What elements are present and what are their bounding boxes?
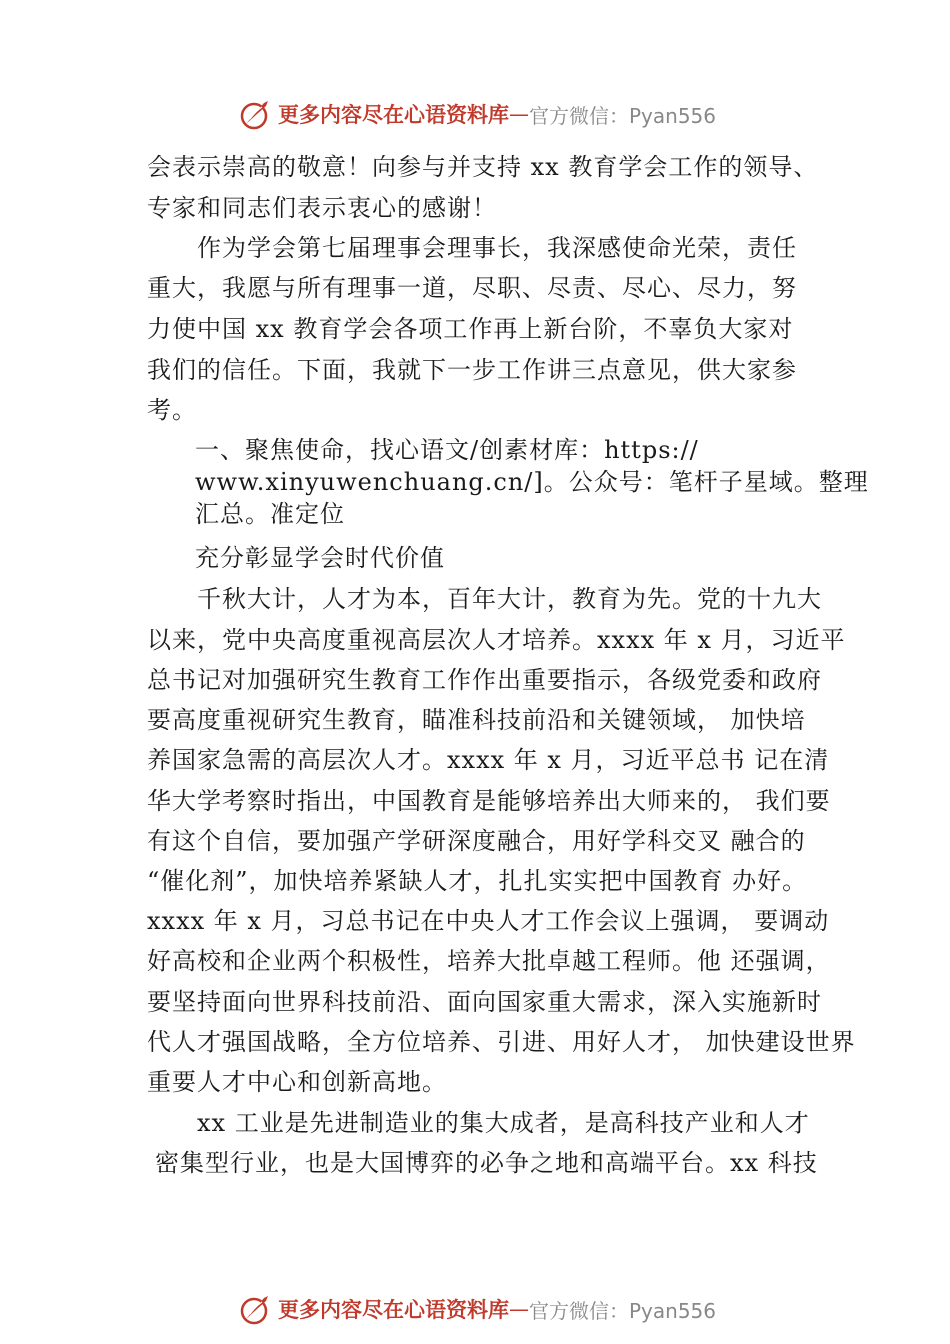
section-subheading: 充分彰显学会时代价值 (195, 544, 445, 572)
text-line: 华大学考察时指出，中国教育是能够培养出大师来的， 我们要 (147, 787, 831, 815)
text-line: 密集型行业，也是大国博弈的必争之地和高端平台。xx 科技 (155, 1149, 818, 1177)
text-line: 养国家急需的高层次人才。xxxx 年 x 月，习近平总书 记在清 (147, 746, 830, 774)
banner-dash: — (509, 1297, 529, 1321)
banner-wechat: 官方微信：Pyan556 (529, 1298, 717, 1323)
banner-wechat: 官方微信：Pyan556 (529, 103, 717, 128)
quill-logo-icon (238, 97, 272, 131)
banner-dash: — (509, 102, 529, 126)
text-line: 重要人才中心和创新高地。 (147, 1068, 447, 1096)
text-line: xxxx 年 x 月，习总书记在中央人才工作会议上强调， 要调动 (147, 907, 830, 935)
section-heading-line: 汇总。准定位 (195, 500, 345, 528)
text-line: 千秋大计，人才为本，百年大计，教育为先。党的十九大 (147, 585, 822, 613)
text-line: 作为学会第七届理事会理事长，我深感使命光荣，责任 (147, 234, 797, 262)
text-line: 以来，党中央高度重视高层次人才培养。xxxx 年 x 月，习近平 (147, 626, 846, 654)
text-line: 力使中国 xx 教育学会各项工作再上新台阶，不辜负大家对 (147, 315, 794, 343)
text-line: 好高校和企业两个积极性，培养大批卓越工程师。他 还强调， (147, 947, 831, 975)
text-line: 有这个自信，要加强产学研深度融合，用好学科交叉 融合的 (147, 827, 806, 855)
section-heading-line: www.xinyuwenchuang.cn/]。公众号：笔杆子星域。整理 (195, 468, 869, 496)
text-line: 重大，我愿与所有理事一道，尽职、尽责、尽心、尽力，努 (147, 274, 797, 302)
section-heading-line: 一、聚焦使命，找心语文/创素材库：https:// (195, 436, 699, 464)
quill-logo-icon (238, 1292, 272, 1326)
text-line: 代人才强国战略，全方位培养、引进、用好人才， 加快建设世界 (147, 1028, 856, 1056)
text-line: 考。 (147, 396, 197, 424)
text-line: 要高度重视研究生教育，瞄准科技前沿和关键领域， 加快培 (147, 706, 806, 734)
header-banner (238, 94, 758, 134)
text-line: 会表示崇高的敬意！向参与并支持 xx 教育学会工作的领导、 (147, 153, 819, 181)
text-line: 我们的信任。下面，我就下一步工作讲三点意见，供大家参 (147, 356, 797, 384)
banner-title: 更多内容尽在心语资料库 (278, 1297, 509, 1322)
text-line: 专家和同志们表示衷心的感谢！ (147, 194, 497, 222)
text-line: 要坚持面向世界科技前沿、面向国家重大需求，深入实施新时 (147, 988, 822, 1016)
text-line: xx 工业是先进制造业的集大成者，是高科技产业和人才 (147, 1109, 810, 1137)
banner-title: 更多内容尽在心语资料库 (278, 102, 509, 127)
text-line: 总书记对加强研究生教育工作作出重要指示，各级党委和政府 (147, 666, 822, 694)
footer-banner (238, 1289, 758, 1329)
text-line: “催化剂”，加快培养紧缺人才，扎扎实实把中国教育 办好。 (147, 867, 808, 895)
